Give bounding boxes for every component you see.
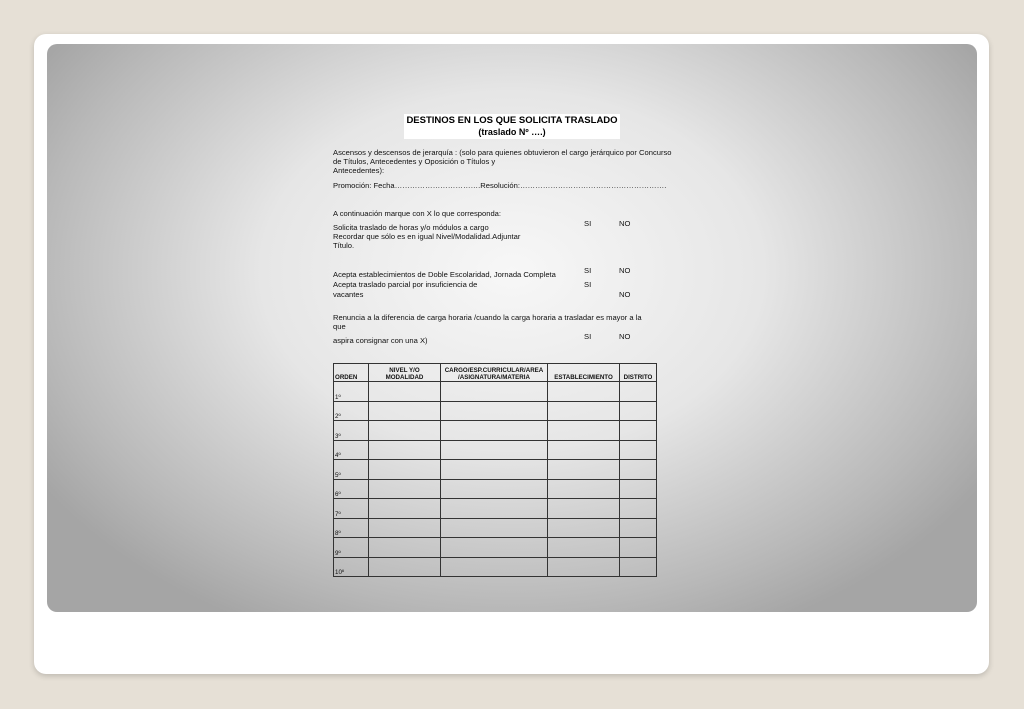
table-row — [334, 401, 657, 421]
cell-cargo[interactable] — [441, 460, 548, 480]
q3-text-line1: Acepta traslado parcial por insuficiencia de — [333, 280, 478, 289]
q4-text-line1: Renuncia a la diferencia de carga horaria /cuando la carga horaria a trasladar es mayor a la — [333, 313, 642, 322]
header-nivel-line1: NIVEL Y/O — [389, 367, 420, 374]
header-nivel-line2: MODALIDAD — [385, 374, 424, 381]
header-nivel — [369, 364, 441, 382]
cell-nivel[interactable] — [369, 499, 441, 519]
cell-nivel[interactable] — [369, 401, 441, 421]
cell-establecimiento[interactable] — [548, 382, 620, 402]
cell-nivel[interactable] — [369, 421, 441, 441]
header-cargo — [441, 364, 548, 382]
cell-distrito[interactable] — [620, 421, 657, 441]
cell-cargo[interactable] — [441, 538, 548, 558]
row-orden: 9º — [334, 538, 369, 558]
q4-si-option[interactable]: SI — [584, 332, 592, 341]
q3-no-option[interactable]: NO — [619, 290, 631, 299]
q2-si-option[interactable]: SI — [584, 266, 592, 275]
q4-text-line3: aspira consignar con una X) — [333, 336, 428, 345]
q4-no-option[interactable]: NO — [619, 332, 631, 341]
table-row — [334, 538, 657, 558]
table-row — [334, 499, 657, 519]
cell-nivel[interactable] — [369, 382, 441, 402]
cell-establecimiento[interactable] — [548, 460, 620, 480]
table-row — [334, 460, 657, 480]
cell-distrito[interactable] — [620, 518, 657, 538]
q1-text-line2: Recordar que sólo es en igual Nivel/Modalidad.Adjuntar — [333, 232, 521, 241]
table-row — [334, 557, 657, 577]
cell-nivel[interactable] — [369, 479, 441, 499]
row-orden: 4º — [334, 440, 369, 460]
header-distrito: DISTRITO — [620, 364, 657, 382]
cell-nivel[interactable] — [369, 518, 441, 538]
cell-distrito[interactable] — [620, 479, 657, 499]
table-row — [334, 440, 657, 460]
row-orden: 7º — [334, 499, 369, 519]
cell-establecimiento[interactable] — [548, 440, 620, 460]
header-cargo-line2: /ASIGNATURA/MATERIA — [458, 374, 530, 381]
q3-text-line2: vacantes — [333, 290, 364, 299]
table-row — [334, 382, 657, 402]
header-orden: ORDEN — [334, 364, 369, 382]
cell-distrito[interactable] — [620, 557, 657, 577]
row-orden: 3º — [334, 421, 369, 441]
cell-cargo[interactable] — [441, 479, 548, 499]
ascensos-text-line2: de Títulos, Antecedentes y Oposición o Títulos y — [333, 157, 496, 166]
cell-distrito[interactable] — [620, 538, 657, 558]
cell-establecimiento[interactable] — [548, 518, 620, 538]
cell-distrito[interactable] — [620, 382, 657, 402]
table-row — [334, 421, 657, 441]
cell-establecimiento[interactable] — [548, 538, 620, 558]
promocion-line: Promoción: Fecha…………………………….Resolución:…………………………………………………. — [333, 181, 667, 190]
cell-establecimiento[interactable] — [548, 479, 620, 499]
destinos-table — [333, 363, 657, 577]
q2-no-option[interactable]: NO — [619, 266, 631, 275]
document-title-box — [404, 114, 620, 139]
cell-cargo[interactable] — [441, 518, 548, 538]
table-row — [334, 479, 657, 499]
cell-nivel[interactable] — [369, 460, 441, 480]
cell-establecimiento[interactable] — [548, 401, 620, 421]
q1-text-line1: Solicita traslado de horas y/o módulos a cargo — [333, 223, 489, 232]
cell-nivel[interactable] — [369, 557, 441, 577]
header-establecimiento: ESTABLECIMIENTO — [548, 364, 620, 382]
q1-text-line3: Título. — [333, 241, 355, 250]
ascensos-text-line1: Ascensos y descensos de jerarquía : (solo para quienes obtuvieron el cargo jerárquico por Concurso — [333, 148, 672, 157]
cell-cargo[interactable] — [441, 440, 548, 460]
cell-nivel[interactable] — [369, 440, 441, 460]
row-orden: 5º — [334, 460, 369, 480]
cell-cargo[interactable] — [441, 401, 548, 421]
q2-text: Acepta establecimientos de Doble Escolaridad, Jornada Completa — [333, 270, 556, 279]
cell-cargo[interactable] — [441, 382, 548, 402]
row-orden: 2º — [334, 401, 369, 421]
document-title: DESTINOS EN LOS QUE SOLICITA TRASLADO — [406, 115, 618, 126]
table-header-row — [334, 364, 657, 382]
cell-cargo[interactable] — [441, 557, 548, 577]
q1-no-option[interactable]: NO — [619, 219, 631, 228]
ascensos-text-line3: Antecedentes): — [333, 166, 385, 175]
row-orden: 10º — [334, 557, 369, 577]
cell-distrito[interactable] — [620, 460, 657, 480]
cell-distrito[interactable] — [620, 401, 657, 421]
cell-establecimiento[interactable] — [548, 421, 620, 441]
instruccion-text: A continuación marque con X lo que corresponda: — [333, 209, 502, 218]
table-row — [334, 518, 657, 538]
row-orden: 8º — [334, 518, 369, 538]
cell-establecimiento[interactable] — [548, 499, 620, 519]
q1-si-option[interactable]: SI — [584, 219, 592, 228]
document-subtitle: (traslado Nº ….) — [478, 127, 546, 137]
cell-cargo[interactable] — [441, 421, 548, 441]
cell-distrito[interactable] — [620, 499, 657, 519]
cell-nivel[interactable] — [369, 538, 441, 558]
cell-distrito[interactable] — [620, 440, 657, 460]
header-cargo-line1: CARGO/ESP.CURRICULAR/AREA — [444, 367, 544, 374]
row-orden: 6º — [334, 479, 369, 499]
cell-establecimiento[interactable] — [548, 557, 620, 577]
cell-cargo[interactable] — [441, 499, 548, 519]
q4-text-line2: que — [333, 322, 346, 331]
row-orden: 1º — [334, 382, 369, 402]
q3-si-option[interactable]: SI — [584, 280, 592, 289]
